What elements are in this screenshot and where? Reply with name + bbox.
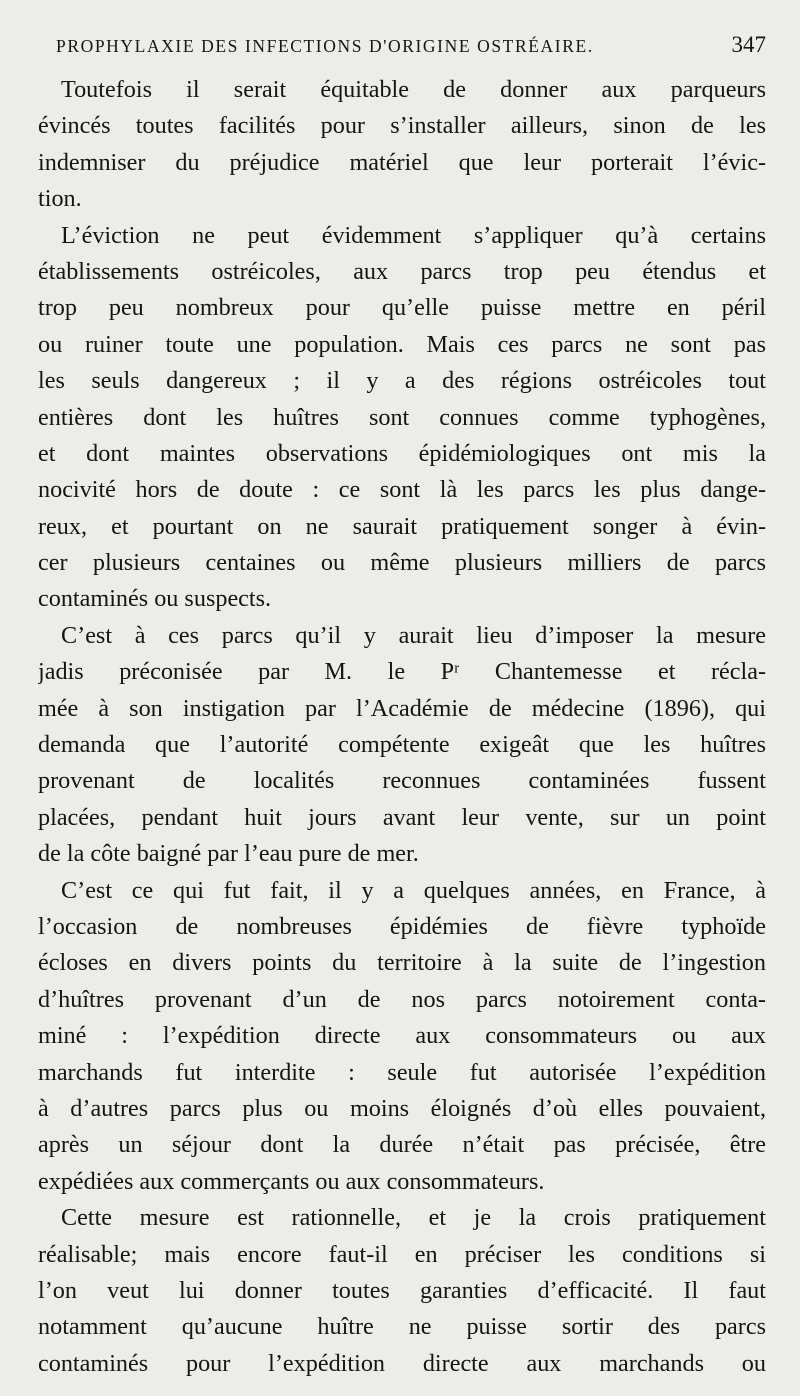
- text-line: C’est ce qui fut fait, il y a quelques années, en France, à: [61, 876, 766, 904]
- text-line: marchands fut interdite : seule fut autorisée l’expédition: [38, 1058, 766, 1086]
- text-line: les seuls dangereux ; il y a des régions ostréicoles tout: [38, 367, 766, 395]
- running-title: PROPHYLAXIE DES INFECTIONS D'ORIGINE OSTRÉAIRE.: [56, 36, 594, 56]
- text-line: de la côte baigné par l’eau pure de mer.: [38, 840, 419, 868]
- page-header: [56, 30, 766, 64]
- text-line: reux, et pourtant on ne saurait pratiquement songer à évin-: [38, 512, 766, 540]
- text-line: cer plusieurs centaines ou même plusieurs milliers de parcs: [38, 549, 766, 577]
- text-line: L’éviction ne peut évidemment s’appliquer qu’à certains: [61, 221, 766, 249]
- text-line: l’on veut lui donner toutes garanties d’efficacité. Il faut: [38, 1276, 766, 1304]
- text-line: évincés toutes facilités pour s’installer ailleurs, sinon de les: [38, 112, 766, 140]
- text-line: jadis préconisée par M. le Pʳ Chantemesse et récla-: [38, 658, 766, 686]
- text-line: nocivité hors de doute : ce sont là les parcs les plus dange-: [38, 476, 766, 504]
- text-line: trop peu nombreux pour qu’elle puisse mettre en péril: [38, 294, 766, 322]
- text-line: notamment qu’aucune huître ne puisse sortir des parcs: [38, 1313, 766, 1341]
- text-line: miné : l’expédition directe aux consommateurs ou aux: [38, 1022, 766, 1050]
- text-line: expédiées aux commerçants ou aux consommateurs.: [38, 1167, 545, 1195]
- text-line: après un séjour dont la durée n’était pas précisée, être: [38, 1131, 766, 1159]
- text-line: demanda que l’autorité compétente exigeât que les huîtres: [38, 731, 766, 759]
- text-line: et dont maintes observations épidémiologiques ont mis la: [38, 439, 766, 467]
- text-line: entières dont les huîtres sont connues comme typhogènes,: [38, 403, 766, 431]
- text-line: contaminés pour l’expédition directe aux marchands ou: [38, 1349, 766, 1377]
- text-line: placées, pendant huit jours avant leur vente, sur un point: [38, 803, 766, 831]
- text-line: réalisable; mais encore faut-il en préciser les conditions si: [38, 1240, 766, 1268]
- text-line: ou ruiner toute une population. Mais ces parcs ne sont pas: [38, 330, 766, 358]
- text-line: Toutefois il serait équitable de donner aux parqueurs: [61, 76, 766, 103]
- text-line: contaminés ou suspects.: [38, 585, 272, 613]
- text-line: à d’autres parcs plus ou moins éloignés d’où elles pouvaient,: [38, 1094, 766, 1122]
- text-line: indemniser du préjudice matériel que leur porterait l’évic-: [38, 148, 766, 176]
- body-text: [38, 72, 766, 1382]
- text-line: écloses en divers points du territoire à la suite de l’ingestion: [38, 949, 766, 977]
- text-line: Cette mesure est rationnelle, et je la crois pratiquement: [61, 1204, 766, 1232]
- text-line: tion.: [38, 185, 82, 213]
- text-line: C’est à ces parcs qu’il y aurait lieu d’imposer la mesure: [61, 621, 766, 649]
- text-line: mée à son instigation par l’Académie de médecine (1896), qui: [38, 694, 766, 722]
- text-line: l’occasion de nombreuses épidémies de fièvre typhoïde: [38, 912, 766, 940]
- text-line: d’huîtres provenant d’un de nos parcs notoirement conta-: [38, 985, 766, 1013]
- text-line: provenant de localités reconnues contaminées fussent: [38, 767, 766, 795]
- page-number: 347: [731, 32, 766, 57]
- text-line: établissements ostréicoles, aux parcs trop peu étendus et: [38, 257, 766, 285]
